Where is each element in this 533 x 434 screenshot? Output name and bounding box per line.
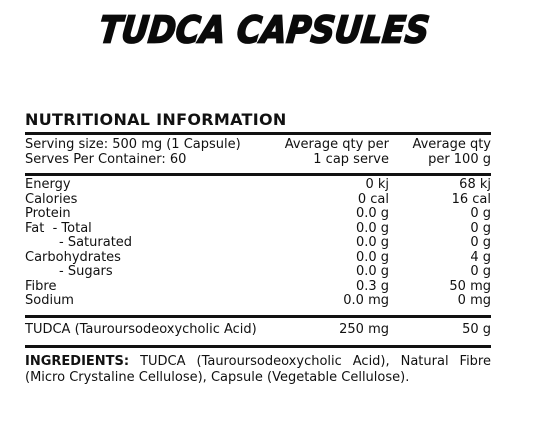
- nutrient-per-serve: 0.0 g: [355, 206, 389, 221]
- nutrient-row: [25, 265, 491, 280]
- nutrient-row: [25, 236, 491, 251]
- active-ingredient-row: [25, 322, 491, 338]
- active-ingredient-label: TUDCA (Tauroursodeoxycholic Acid): [25, 321, 257, 337]
- nutrient-label: Energy: [25, 177, 71, 192]
- serving-info: [25, 135, 491, 171]
- serving-size: Serving size: 500 mg (1 Capsule): [25, 137, 241, 152]
- nutrient-row: [25, 222, 491, 237]
- ingredients-label: INGREDIENTS:: [25, 353, 130, 369]
- nutrient-label: Protein: [25, 206, 71, 221]
- per-100g-header-line-1: Average qty: [412, 137, 491, 152]
- nutrition-heading: NUTRITIONAL INFORMATION: [25, 110, 287, 129]
- nutrient-row: [25, 178, 491, 193]
- nutrient-label: Carbohydrates: [25, 249, 121, 265]
- nutrient-per-100g: 50 mg: [449, 278, 491, 294]
- nutrient-per-serve: 0.0 g: [355, 264, 389, 279]
- ingredients-statement: [25, 354, 491, 386]
- nutrient-per-100g: 0 g: [470, 235, 491, 250]
- nutrient-per-serve: 0.0 g: [355, 220, 389, 236]
- nutrient-row: [25, 207, 491, 222]
- nutrition-panel: [25, 110, 491, 386]
- nutrient-row: [25, 280, 491, 295]
- nutrient-per-serve: 0.0 mg: [343, 293, 389, 308]
- serving-row-1: [25, 138, 491, 153]
- nutrient-row: [25, 193, 491, 208]
- nutrient-row: [25, 294, 491, 309]
- nutrient-label: Fibre: [25, 278, 57, 294]
- product-title: TUDCA CAPSULES: [97, 8, 432, 52]
- nutrient-per-100g: 16 cal: [451, 191, 491, 207]
- nutrient-per-serve: 0.0 g: [355, 235, 389, 250]
- nutrient-label: Sodium: [25, 293, 74, 308]
- nutrient-per-serve: 0.0 g: [355, 249, 389, 265]
- nutrient-per-serve: 0.3 g: [355, 278, 389, 294]
- ingredients-text: TUDCA (Tauroursodeoxycholic Acid), Natural Fibre (Micro Crystaline Cellulose), Capsule (Vegetable Cellulose).: [25, 353, 491, 385]
- nutrient-label: Calories: [25, 191, 78, 207]
- active-ingredient-block: [25, 318, 491, 343]
- nutrient-per-serve: 0 cal: [357, 191, 389, 207]
- nutrient-label: Fat - Total: [25, 220, 92, 236]
- nutrient-per-serve: 0 kj: [365, 177, 389, 192]
- nutrient-per-100g: 0 mg: [457, 293, 491, 308]
- nutrient-label: - Saturated: [59, 235, 133, 250]
- per-serve-header-line-2: 1 cap serve: [313, 151, 389, 167]
- per-serve-header-line-1: Average qty per: [284, 137, 389, 152]
- per-100g-header-line-2: per 100 g: [428, 151, 491, 167]
- serving-row-2: [25, 153, 491, 168]
- nutrient-per-100g: 68 kj: [459, 177, 491, 192]
- nutrient-per-100g: 0 g: [470, 206, 491, 221]
- nutrient-per-100g: 0 g: [470, 264, 491, 279]
- nutrient-label: - Sugars: [59, 264, 113, 279]
- serves-per-container: Serves Per Container: 60: [25, 151, 187, 167]
- nutrient-per-100g: 0 g: [470, 220, 491, 236]
- active-per-serve: 250 mg: [339, 321, 389, 337]
- active-per-100g: 50 g: [462, 321, 491, 337]
- nutrient-row: [25, 251, 491, 266]
- nutrient-per-100g: 4 g: [470, 249, 491, 265]
- nutrient-table: [25, 176, 491, 313]
- active-divider: [25, 345, 491, 348]
